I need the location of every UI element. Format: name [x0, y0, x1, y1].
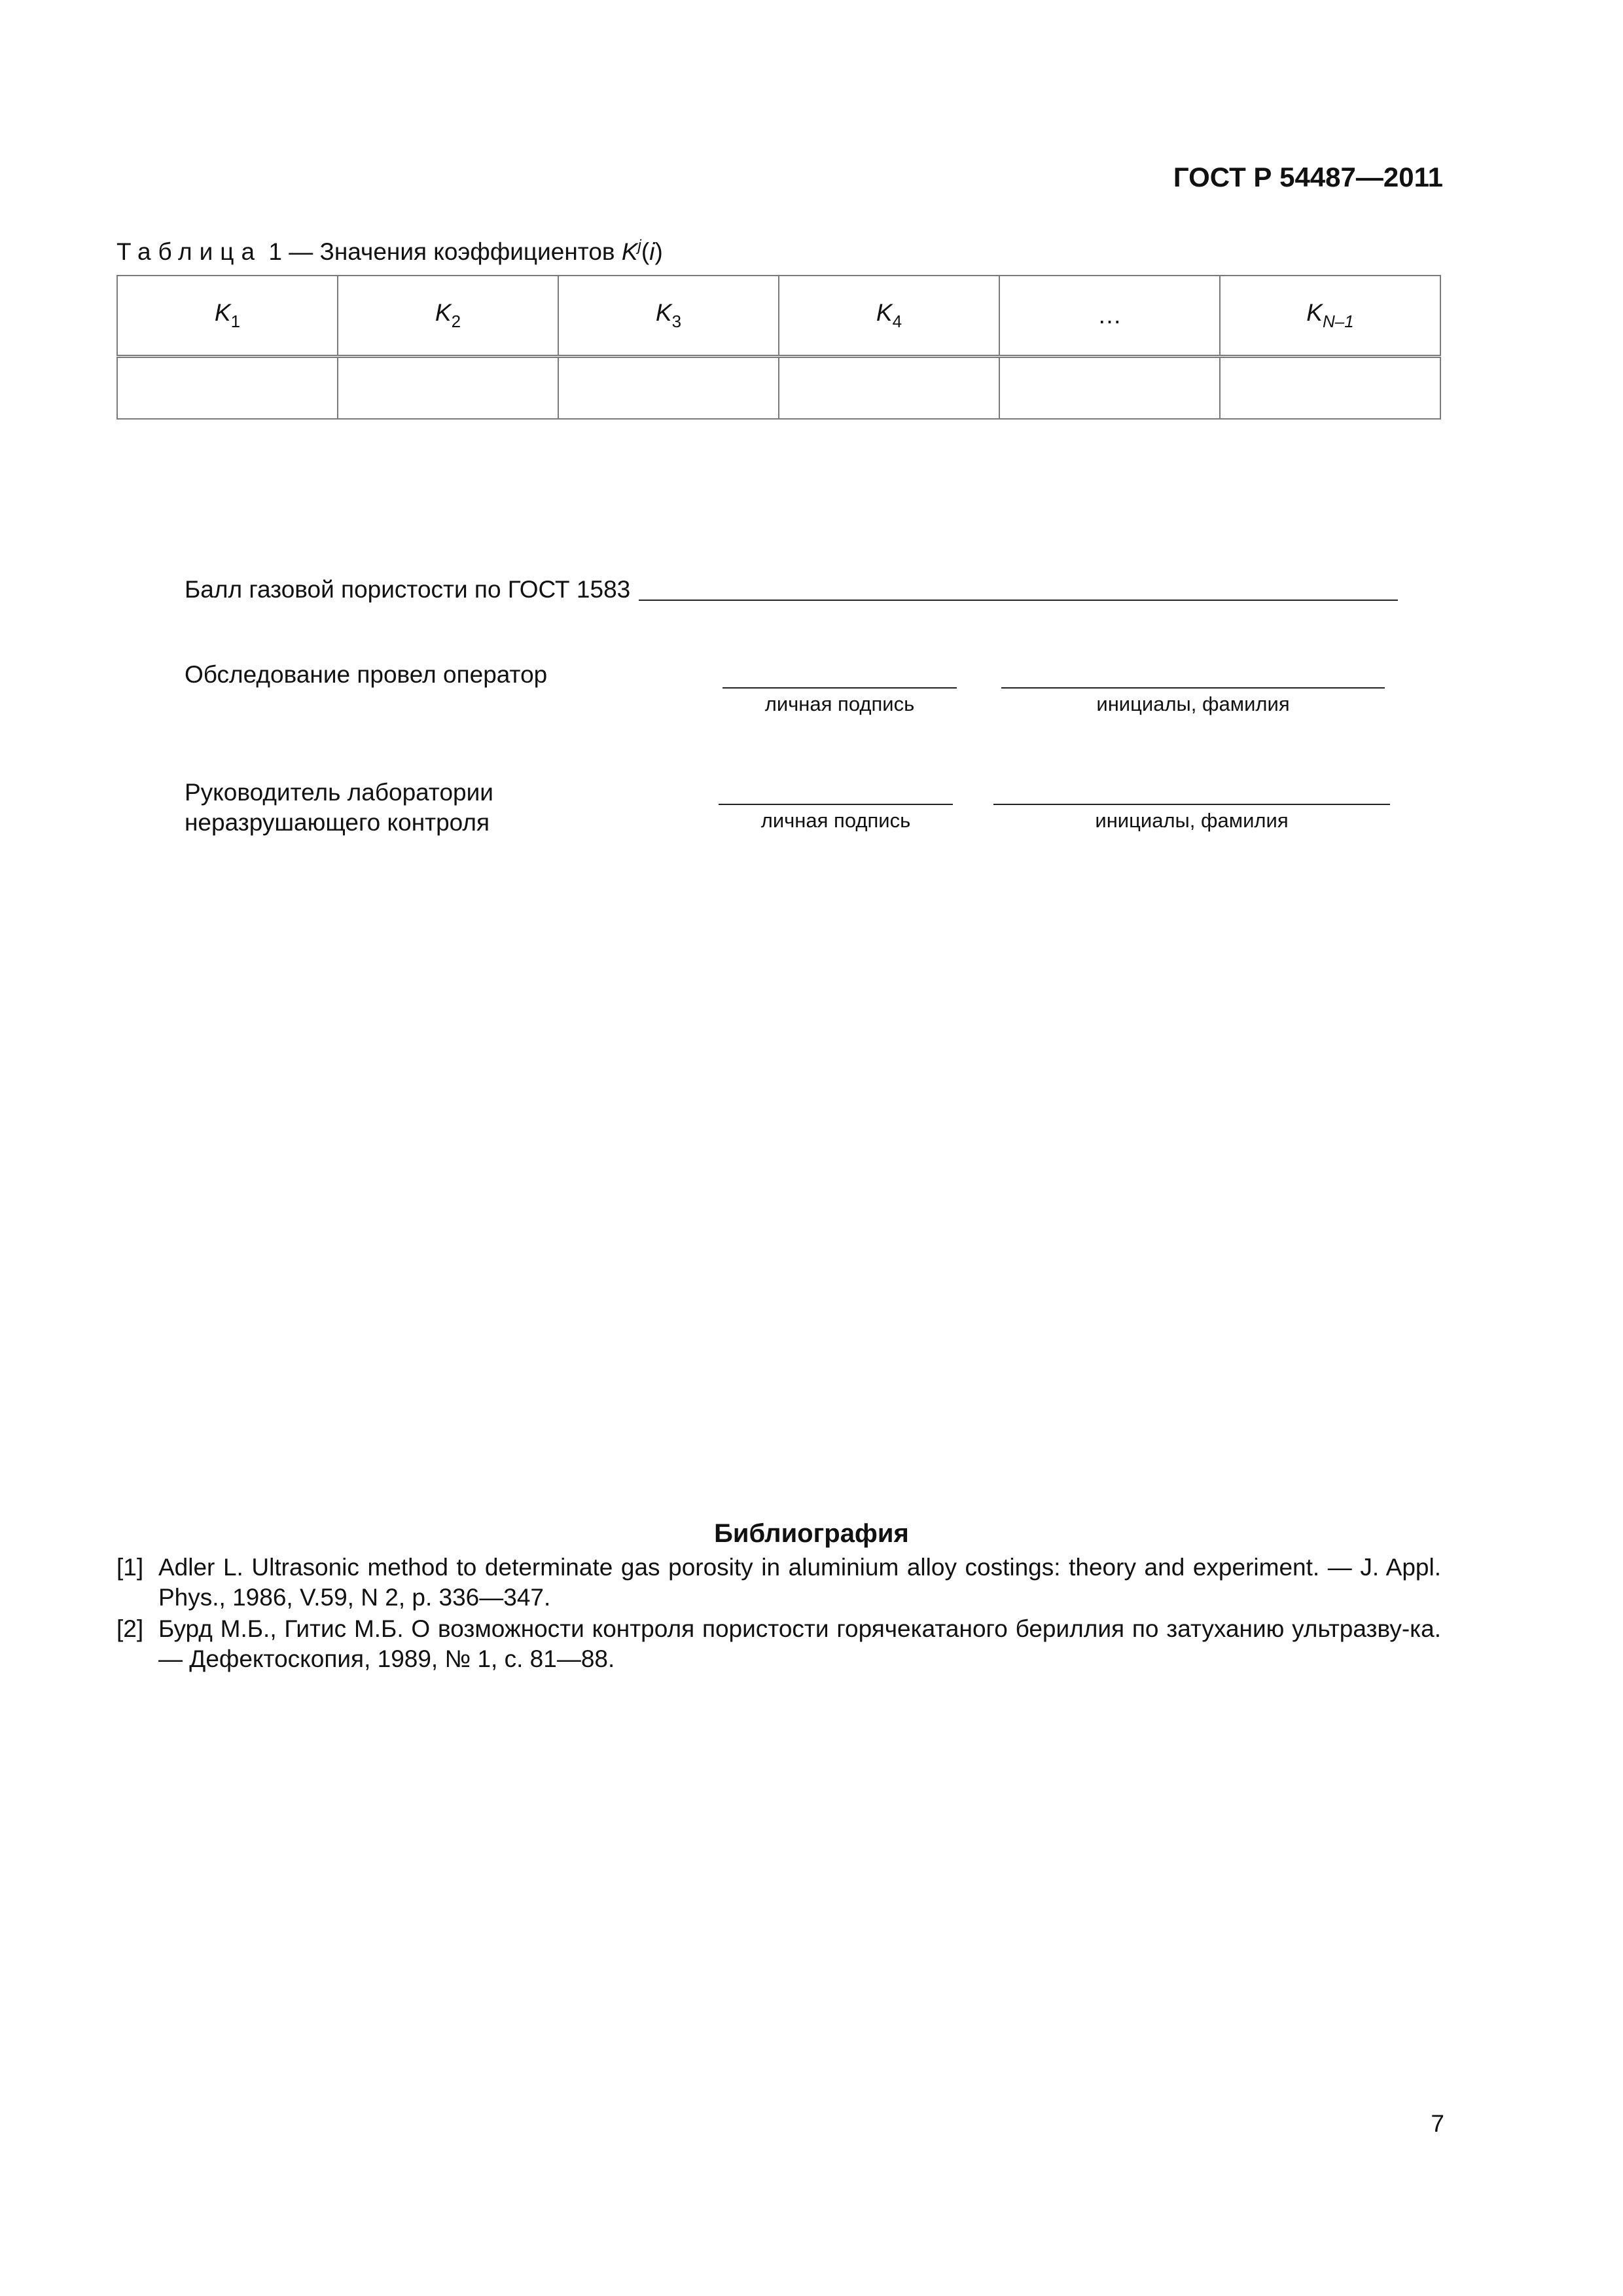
coef-subscript: 3: [671, 312, 682, 331]
lab-head-name-caption: инициалы, фамилия: [1095, 809, 1289, 832]
document-code: ГОСТ Р 54487—2011: [1173, 162, 1443, 192]
table-header-cell: [999, 276, 1220, 357]
table-cell: [779, 357, 999, 420]
table-cell: [338, 357, 558, 420]
table-cell: [117, 357, 338, 420]
bibliography-number: [1]: [116, 1554, 144, 1581]
bibliography-text: Бурд М.Б., Гитис М.Б. О возможности контроля пористости горячекатаного бериллия по затуханию ультразву-ка. — Дефектоскопия, 1989, № 1, с. 81—88.: [158, 1615, 1441, 1672]
lab-head-signature-line: [719, 804, 953, 805]
porosity-fill-line: [639, 600, 1398, 601]
table-header-row: [117, 276, 1440, 357]
ellipsis: …: [1097, 302, 1122, 329]
table-header-cell: [558, 276, 779, 357]
table-header-cell: [1220, 276, 1440, 357]
table-caption-k: K: [621, 238, 638, 265]
lab-head-signature-caption: личная подпись: [760, 809, 911, 832]
coef-letter: K: [435, 299, 452, 326]
page-number: 7: [1431, 2110, 1444, 2137]
operator-signature-caption: личная подпись: [764, 692, 915, 715]
operator-name-caption: инициалы, фамилия: [1096, 692, 1290, 715]
table-header-cell: [338, 276, 558, 357]
coef-letter: K: [214, 299, 231, 326]
coef-letter: K: [876, 299, 893, 326]
coef-letter: K: [655, 299, 672, 326]
table-caption-sup: j: [637, 237, 641, 255]
lab-head-label-line2: неразрушающего контроля: [185, 809, 490, 836]
bibliography-title: Библиография: [714, 1519, 909, 1548]
table-cell: [558, 357, 779, 420]
table-caption: [116, 230, 663, 268]
table-caption-arg: i: [649, 238, 655, 265]
table-row: [117, 357, 1440, 420]
table-header-cell: [779, 276, 999, 357]
operator-name-line: [1001, 687, 1385, 689]
table-caption-word: Таблица: [116, 238, 262, 265]
table-caption-text: 1 — Значения коэффициентов: [262, 238, 622, 265]
coef-subscript: 1: [230, 312, 241, 331]
table-cell: [999, 357, 1220, 420]
coefficients-table: [116, 275, 1441, 420]
table-caption-paren-close: ): [654, 238, 663, 265]
coef-subscript: 2: [451, 312, 461, 331]
coef-letter: K: [1306, 299, 1323, 326]
operator-label: Обследование провел оператор: [185, 661, 548, 688]
bibliography-number: [2]: [116, 1615, 144, 1642]
table-header-cell: [117, 276, 338, 357]
coef-subscript: 4: [892, 312, 902, 331]
porosity-label: Балл газовой пористости по ГОСТ 1583: [185, 576, 631, 603]
bibliography-entry: [116, 1552, 1441, 1613]
lab-head-label-line1: Руководитель лаборатории: [185, 779, 493, 806]
bibliography-text: Adler L. Ultrasonic method to determinate gas porosity in aluminium alloy costings: theory and experiment. — J. Appl. Phys., 1986, V.59, N 2, p. 336—347.: [158, 1554, 1441, 1611]
table-caption-paren-open: (: [641, 238, 650, 265]
table-cell: [1220, 357, 1440, 420]
operator-signature-line: [722, 687, 957, 689]
lab-head-name-line: [993, 804, 1390, 805]
coef-subscript: N–1: [1322, 312, 1354, 331]
bibliography-entry: [116, 1614, 1441, 1674]
